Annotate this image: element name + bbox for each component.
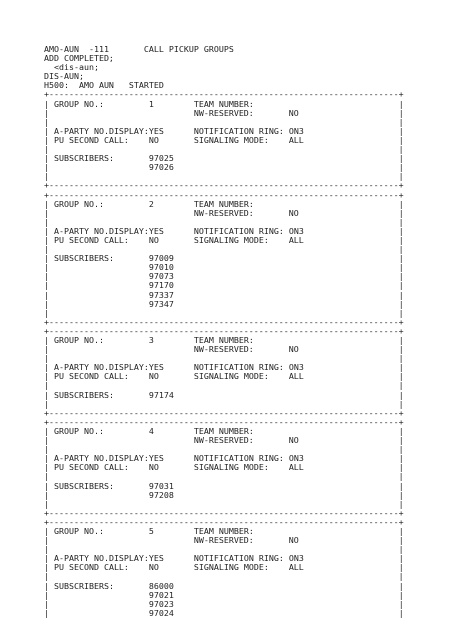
box-empty-line: | | — [44, 171, 404, 182]
header-line1: AMO-AUN -111 CALL PICKUP GROUPS — [44, 44, 234, 54]
signaling-mode-label: SIGNALING MODE: — [193, 562, 269, 573]
subscribers-label: SUBSCRIBERS: — [54, 153, 114, 164]
signaling-mode-label: SIGNALING MODE: — [193, 462, 269, 473]
box-empty-line: | | — [44, 544, 404, 555]
header-line3: <dis-aun; — [44, 62, 99, 73]
team-number-label: TEAM NUMBER: — [193, 198, 254, 209]
pu-second-call-value: NO — [148, 371, 159, 382]
nw-reserved-line: | NW-RESERVED: NO | — [44, 207, 404, 218]
group-no-label: GROUP NO.: — [54, 98, 104, 109]
box-border: +----------------------------------------------------------------------+ — [44, 516, 404, 527]
pu-second-call-label: PU SECOND CALL: — [54, 562, 129, 573]
box-empty-line: | | — [44, 244, 404, 255]
header-line2: ADD COMPLETED; — [44, 53, 114, 64]
subscriber-value: 97208 — [148, 489, 174, 500]
pu-second-call-label: PU SECOND CALL: — [54, 462, 129, 473]
notification-ring-value: ON3 — [288, 553, 304, 564]
notification-ring-value: ON3 — [288, 225, 304, 236]
header-line4: DIS-AUN; — [44, 71, 84, 82]
subscriber-line: | SUBSCRIBERS: 97025 | — [44, 153, 404, 164]
group-no-label: GROUP NO.: — [54, 425, 104, 436]
subscriber-value: 97026 — [148, 162, 174, 173]
a-party-line: | A-PARTY NO.DISPLAY:YES NOTIFICATION RING: ON3 | — [44, 125, 404, 136]
pu-second-call-line: | PU SECOND CALL: NO SIGNALING MODE: ALL | — [44, 562, 404, 573]
subscriber-line: | SUBSCRIBERS: 97031 | — [44, 480, 404, 491]
pu-second-call-value: NO — [148, 462, 159, 473]
box-border: +----------------------------------------------------------------------+ — [44, 407, 404, 418]
subscribers-label: SUBSCRIBERS: — [54, 580, 114, 591]
team-number-label: TEAM NUMBER: — [193, 335, 254, 345]
group-no-value: 2 — [148, 198, 154, 209]
subscriber-line: | 97010 | — [44, 262, 404, 273]
nw-reserved-value: NO — [288, 535, 299, 546]
signaling-mode-value: ALL — [288, 562, 304, 573]
pu-second-call-line: | PU SECOND CALL: NO SIGNALING MODE: ALL | — [44, 134, 404, 145]
box-border: +----------------------------------------------------------------------+ — [44, 325, 404, 336]
box-border: +----------------------------------------------------------------------+ — [44, 180, 404, 191]
subscriber-line: | 97208 | — [44, 489, 404, 500]
signaling-mode-value: ALL — [288, 234, 304, 245]
group-no-line: | GROUP NO.: 2 TEAM NUMBER: | — [44, 198, 404, 209]
subscriber-value: 97010 — [148, 262, 174, 273]
signaling-mode-label: SIGNALING MODE: — [193, 234, 269, 245]
box-empty-line: | | — [44, 307, 404, 318]
nw-reserved-value: NO — [288, 344, 299, 355]
group-no-line: | GROUP NO.: 1 TEAM NUMBER: | — [44, 98, 404, 109]
nw-reserved-line: | NW-RESERVED: NO | — [44, 435, 404, 446]
pu-second-call-line: | PU SECOND CALL: NO SIGNALING MODE: ALL | — [44, 462, 404, 473]
subscriber-value: 97031 — [148, 480, 174, 491]
subscriber-value: 97009 — [148, 253, 174, 264]
box-empty-line: | | — [44, 398, 404, 409]
a-party-label: A-PARTY NO.DISPLAY: — [54, 125, 149, 136]
subscriber-line: | 97170 | — [44, 280, 404, 291]
subscribers-label: SUBSCRIBERS: — [54, 480, 114, 491]
box-empty-line: | | — [44, 216, 404, 227]
box-border: +----------------------------------------------------------------------+ — [44, 189, 404, 200]
subscriber-line: | SUBSCRIBERS: 97174 | — [44, 389, 404, 400]
box-border: +----------------------------------------------------------------------+ — [44, 89, 404, 100]
a-party-line: | A-PARTY NO.DISPLAY:YES NOTIFICATION RING: ON3 | — [44, 553, 404, 564]
pu-second-call-label: PU SECOND CALL: — [54, 134, 129, 145]
pu-second-call-value: NO — [148, 234, 159, 245]
signaling-mode-label: SIGNALING MODE: — [193, 134, 269, 145]
notification-ring-value: ON3 — [288, 362, 304, 373]
notification-ring-label: NOTIFICATION RING: — [193, 225, 284, 236]
a-party-value: YES — [148, 125, 164, 136]
team-number-label: TEAM NUMBER: — [193, 98, 254, 109]
group-no-line: | GROUP NO.: 4 TEAM NUMBER: | — [44, 425, 404, 436]
subscriber-value: 97021 — [148, 589, 174, 600]
nw-reserved-value: NO — [288, 435, 299, 446]
group-no-value: 5 — [148, 525, 154, 536]
subscriber-value: 97025 — [148, 153, 174, 164]
a-party-line: | A-PARTY NO.DISPLAY:YES NOTIFICATION RING: ON3 | — [44, 453, 404, 464]
group-no-line: | GROUP NO.: 5 TEAM NUMBER: | — [44, 525, 404, 536]
subscriber-line: | 97073 | — [44, 271, 404, 282]
box-empty-line: | | — [44, 144, 404, 155]
pu-second-call-label: PU SECOND CALL: — [54, 234, 129, 245]
box-empty-line: | | — [44, 380, 404, 391]
box-empty-line: | | — [44, 444, 404, 455]
nw-reserved-value: NO — [288, 107, 299, 118]
nw-reserved-label: NW-RESERVED: — [193, 435, 254, 446]
subscriber-value: 97170 — [148, 280, 174, 291]
a-party-value: YES — [148, 553, 164, 564]
notification-ring-label: NOTIFICATION RING: — [193, 125, 284, 136]
nw-reserved-line: | NW-RESERVED: NO | — [44, 344, 404, 355]
box-border: +----------------------------------------------------------------------+ — [44, 416, 404, 427]
a-party-value: YES — [148, 225, 164, 236]
subscriber-value: 97337 — [148, 289, 174, 300]
a-party-label: A-PARTY NO.DISPLAY: — [54, 453, 149, 464]
notification-ring-label: NOTIFICATION RING: — [193, 453, 284, 464]
signaling-mode-label: SIGNALING MODE: — [193, 371, 269, 382]
nw-reserved-label: NW-RESERVED: — [193, 535, 254, 546]
box-empty-line: | | — [44, 571, 404, 582]
a-party-label: A-PARTY NO.DISPLAY: — [54, 553, 149, 564]
box-border: +----------------------------------------------------------------------+ — [44, 316, 404, 327]
subscriber-value: 97024 — [148, 607, 174, 618]
a-party-value: YES — [148, 362, 164, 373]
box-empty-line: | | — [44, 498, 404, 509]
group-no-label: GROUP NO.: — [54, 335, 104, 345]
nw-reserved-line: | NW-RESERVED: NO | — [44, 107, 404, 118]
nw-reserved-label: NW-RESERVED: — [193, 207, 254, 218]
nw-reserved-value: NO — [288, 207, 299, 218]
pu-second-call-line: | PU SECOND CALL: NO SIGNALING MODE: ALL | — [44, 371, 404, 382]
subscribers-label: SUBSCRIBERS: — [54, 253, 114, 264]
subscriber-line: | 97026 | — [44, 162, 404, 173]
subscriber-value: 97073 — [148, 271, 174, 282]
subscriber-value: 97174 — [148, 389, 174, 400]
group-no-line: | GROUP NO.: 3 TEAM NUMBER: | — [44, 335, 404, 345]
signaling-mode-value: ALL — [288, 462, 304, 473]
pu-second-call-value: NO — [148, 134, 159, 145]
subscriber-line: | 97347 | — [44, 298, 404, 309]
header-line — [44, 63, 404, 72]
signaling-mode-value: ALL — [288, 371, 304, 382]
pu-second-call-line: | PU SECOND CALL: NO SIGNALING MODE: ALL | — [44, 234, 404, 245]
nw-reserved-label: NW-RESERVED: — [193, 344, 254, 355]
team-number-label: TEAM NUMBER: — [193, 425, 254, 436]
box-empty-line: | | — [44, 353, 404, 364]
box-empty-line: | | — [44, 116, 404, 127]
subscriber-value: 86000 — [148, 580, 174, 591]
a-party-line: | A-PARTY NO.DISPLAY:YES NOTIFICATION RING: ON3 | — [44, 362, 404, 373]
team-number-label: TEAM NUMBER: — [193, 525, 254, 536]
terminal-output — [44, 45, 404, 618]
subscriber-line: | 97024 | — [44, 607, 404, 618]
box-empty-line: | | — [44, 471, 404, 482]
pu-second-call-value: NO — [148, 562, 159, 573]
group-no-value: 4 — [148, 425, 154, 436]
notification-ring-value: ON3 — [288, 125, 304, 136]
subscriber-value: 97023 — [148, 598, 174, 609]
group-no-label: GROUP NO.: — [54, 525, 104, 536]
notification-ring-value: ON3 — [288, 453, 304, 464]
group-no-label: GROUP NO.: — [54, 198, 104, 209]
subscriber-line: | 97337 | — [44, 289, 404, 300]
nw-reserved-line: | NW-RESERVED: NO | — [44, 535, 404, 546]
nw-reserved-label: NW-RESERVED: — [193, 107, 254, 118]
a-party-value: YES — [148, 453, 164, 464]
subscriber-value: 97347 — [148, 298, 174, 309]
a-party-label: A-PARTY NO.DISPLAY: — [54, 362, 149, 373]
pu-second-call-label: PU SECOND CALL: — [54, 371, 129, 382]
signaling-mode-value: ALL — [288, 134, 304, 145]
subscriber-line: | SUBSCRIBERS: 97009 | — [44, 253, 404, 264]
subscribers-label: SUBSCRIBERS: — [54, 389, 114, 400]
notification-ring-label: NOTIFICATION RING: — [193, 553, 284, 564]
subscriber-line: | 97021 | — [44, 589, 404, 600]
notification-ring-label: NOTIFICATION RING: — [193, 362, 284, 373]
subscriber-line: | 97023 | — [44, 598, 404, 609]
box-border: +----------------------------------------------------------------------+ — [44, 507, 404, 518]
subscriber-line: | SUBSCRIBERS: 86000 | — [44, 580, 404, 591]
a-party-label: A-PARTY NO.DISPLAY: — [54, 225, 149, 236]
group-no-value: 3 — [148, 335, 154, 345]
group-no-value: 1 — [148, 98, 154, 109]
header-line5: H500: AMO AUN STARTED — [44, 80, 164, 91]
a-party-line: | A-PARTY NO.DISPLAY:YES NOTIFICATION RING: ON3 | — [44, 225, 404, 236]
